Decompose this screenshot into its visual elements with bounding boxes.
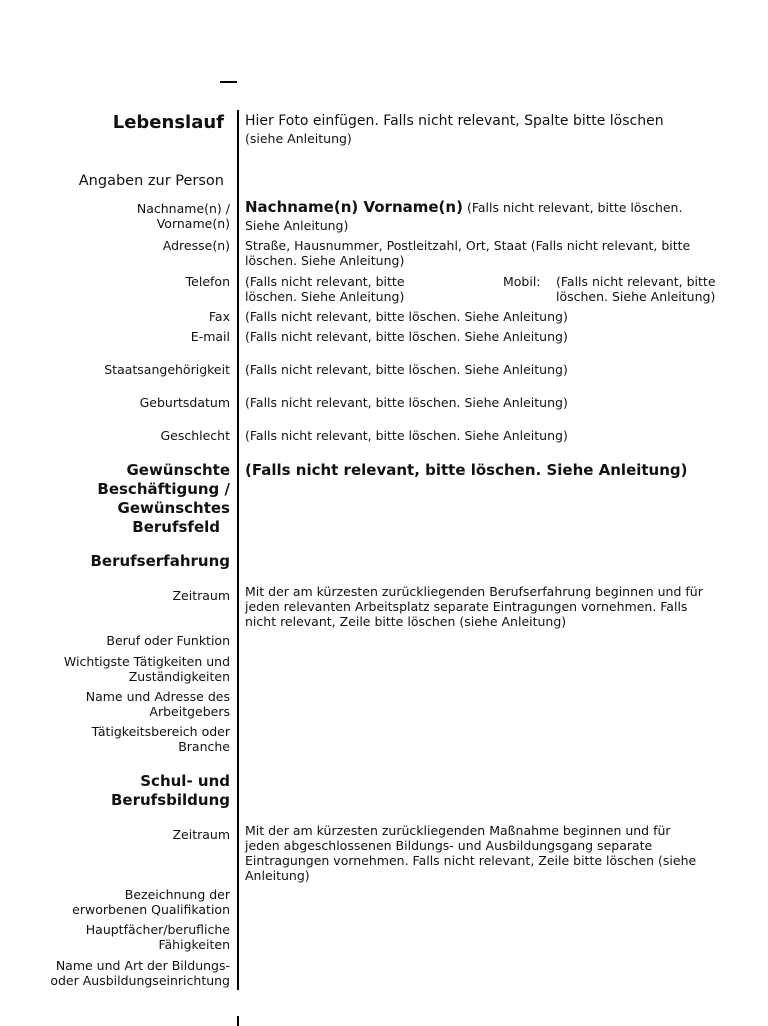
phone-field[interactable]: (Falls nicht relevant, bitte löschen. Siehe Anleitung) bbox=[245, 274, 405, 304]
mobile-field[interactable]: (Falls nicht relevant, bitte löschen. Siehe Anleitung) bbox=[556, 274, 716, 304]
education-period-label: Zeitraum bbox=[172, 827, 230, 842]
page-title: Lebenslauf bbox=[112, 112, 224, 133]
section-title-education: Schul- und Berufsbildung bbox=[111, 772, 230, 809]
experience-period-field[interactable]: Mit der am kürzesten zurückliegenden Berufserfahrung beginnen und für jeden relevanten Arbeitsplatz separate Eintragungen vornehmen. Falls nicht relevant, Zeile bitte löschen (siehe Anleitung) bbox=[245, 584, 703, 629]
subjects-label: Hauptfächer/berufliche Fähigkeiten bbox=[85, 922, 230, 952]
address-field[interactable]: Straße, Hausnummer, Postleitzahl, Ort, Staat (Falls nicht relevant, bitte löschen. Siehe Anleitung) bbox=[245, 238, 691, 268]
qualification-label: Bezeichnung der erworbenen Qualifikation bbox=[72, 887, 230, 917]
gender-label: Geschlecht bbox=[160, 428, 230, 443]
logo-placeholder-line bbox=[220, 81, 237, 83]
email-field[interactable]: (Falls nicht relevant, bitte löschen. Siehe Anleitung) bbox=[245, 329, 568, 344]
address-label: Adresse(n) bbox=[162, 238, 230, 253]
education-period-field[interactable]: Mit der am kürzesten zurückliegenden Maßnahme beginnen und für jeden abgeschlossenen Bildungs- und Ausbildungsgang separate Eintragungen vornehmen. Falls nicht relevant, Zeile bitte löschen (siehe Anleitung) bbox=[245, 823, 697, 883]
birthdate-field[interactable]: (Falls nicht relevant, bitte löschen. Siehe Anleitung) bbox=[245, 395, 568, 410]
name-label: Nachname(n) / Vorname(n) bbox=[136, 201, 230, 231]
name-field[interactable] bbox=[245, 200, 682, 215]
fax-field[interactable]: (Falls nicht relevant, bitte löschen. Siehe Anleitung) bbox=[245, 309, 568, 324]
section-title-personal: Angaben zur Person bbox=[78, 173, 224, 189]
birthdate-label: Geburtsdatum bbox=[139, 395, 230, 410]
nationality-label: Staatsangehörigkeit bbox=[104, 362, 230, 377]
email-label: E-mail bbox=[190, 329, 230, 344]
name-hint: (Falls nicht relevant, bitte löschen. bbox=[466, 200, 683, 215]
institution-label: Name und Art der Bildungs- oder Ausbildungseinrichtung bbox=[50, 958, 230, 988]
name-value: Nachname(n) Vorname(n) bbox=[245, 198, 463, 216]
photo-placeholder-hint-2: (siehe Anleitung) bbox=[245, 131, 352, 146]
photo-placeholder-hint: Hier Foto einfügen. Falls nicht relevant, Spalte bitte löschen bbox=[245, 113, 664, 129]
nationality-field[interactable]: (Falls nicht relevant, bitte löschen. Siehe Anleitung) bbox=[245, 362, 568, 377]
fax-label: Fax bbox=[208, 309, 230, 324]
phone-label: Telefon bbox=[185, 274, 230, 289]
column-divider-continuation bbox=[237, 1016, 239, 1026]
section-title-desired-job: Gewünschte Beschäftigung / Gewünschtes Berufsfeld bbox=[97, 461, 230, 536]
employer-label: Name und Adresse des Arbeitgebers bbox=[85, 689, 230, 719]
name-hint-2: Siehe Anleitung) bbox=[245, 218, 349, 233]
column-divider bbox=[237, 110, 239, 990]
gender-field[interactable]: (Falls nicht relevant, bitte löschen. Siehe Anleitung) bbox=[245, 428, 568, 443]
duties-label: Wichtigste Tätigkeiten und Zuständigkeiten bbox=[63, 654, 230, 684]
mobile-label: Mobil: bbox=[503, 274, 541, 289]
experience-period-label: Zeitraum bbox=[172, 588, 230, 603]
section-title-experience: Berufserfahrung bbox=[90, 552, 230, 570]
job-title-label: Beruf oder Funktion bbox=[106, 633, 230, 648]
desired-job-field[interactable]: (Falls nicht relevant, bitte löschen. Siehe Anleitung) bbox=[245, 461, 688, 479]
sector-label: Tätigkeitsbereich oder Branche bbox=[91, 724, 230, 754]
